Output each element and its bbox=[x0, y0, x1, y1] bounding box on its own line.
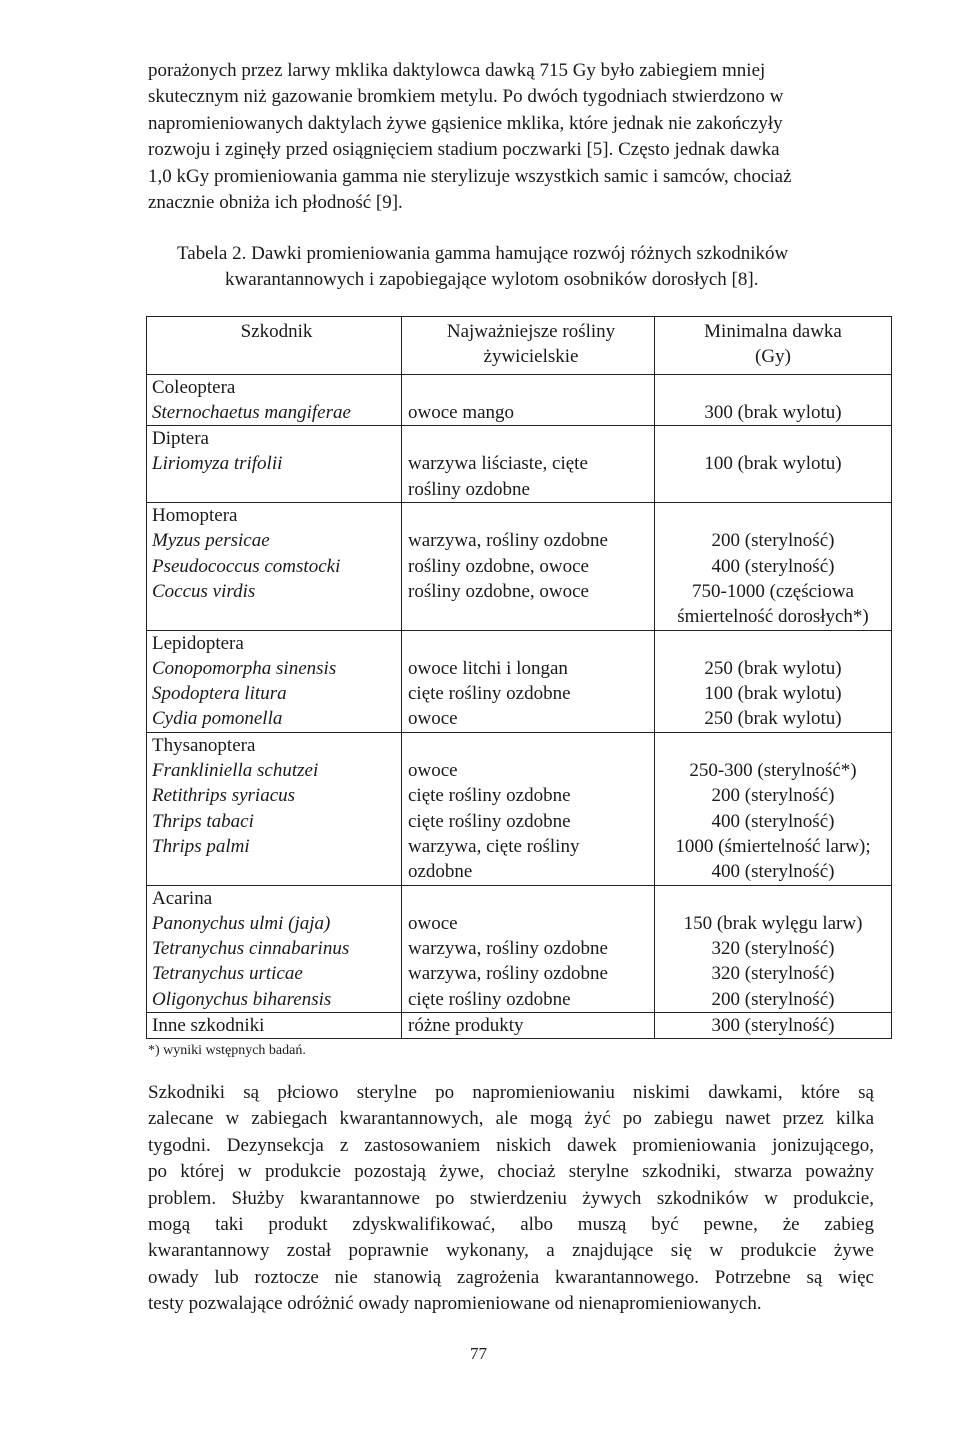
plant-text: warzywa, rośliny ozdobne bbox=[408, 963, 608, 985]
dose-text: 320 (sterylność) bbox=[711, 938, 835, 960]
text-line: owady lub roztocze nie stanowią zagrożenia kwarantannowego. Potrzebne są więc bbox=[148, 1266, 874, 1288]
plant-text: owoce bbox=[408, 760, 458, 782]
dose-text: 200 (sterylność) bbox=[711, 530, 835, 552]
table-footnote: *) wyniki wstępnych badań. bbox=[148, 1043, 306, 1058]
table-row bbox=[147, 426, 892, 503]
dose-cell bbox=[655, 732, 892, 885]
species-name: Tetranychus urticae bbox=[152, 963, 303, 985]
intro-paragraph bbox=[148, 58, 893, 216]
plant-text: rośliny ozdobne bbox=[408, 478, 530, 500]
species-name: Panonychus ulmi (jaja) bbox=[152, 912, 331, 934]
plant-text: cięte rośliny ozdobne bbox=[408, 988, 571, 1010]
pest-cell bbox=[147, 732, 402, 885]
pest-dose-table bbox=[146, 316, 892, 1039]
species-name: Retithrips syriacus bbox=[152, 785, 296, 807]
dose-text: 250-300 (sterylność*) bbox=[689, 760, 857, 782]
species-name: Thrips palmi bbox=[152, 835, 250, 857]
dose-text: 400 (sterylność) bbox=[711, 861, 835, 883]
header-pest: Szkodnik bbox=[147, 317, 402, 375]
page-number: 77 bbox=[470, 1344, 487, 1363]
text-line: zalecane w zabiegach kwarantannowych, ale mogą żyć po zabiegu nawet przez kilka bbox=[148, 1108, 874, 1130]
table-row bbox=[147, 630, 892, 732]
text-line: skutecznym niż gazowanie bromkiem metylu. Po dwóch tygodniach stwierdzono w bbox=[148, 86, 784, 108]
dose-cell bbox=[655, 374, 892, 426]
species-name: Liriomyza trifolii bbox=[152, 453, 283, 475]
order-name: Thysanoptera bbox=[152, 734, 256, 756]
dose-text: 300 (brak wylotu) bbox=[704, 401, 842, 423]
dose-cell bbox=[655, 885, 892, 1012]
caption-line: kwarantannowych i zapobiegające wylotom osobników dorosłych [8]. bbox=[225, 269, 759, 290]
species-name: Thrips tabaci bbox=[152, 810, 254, 832]
dose-text: 750-1000 (częściowa bbox=[692, 580, 854, 602]
dose-cell bbox=[655, 426, 892, 503]
species-name: Spodoptera litura bbox=[152, 683, 287, 705]
text-line: problem. Służby kwarantannowe po stwierdzeniu żywych szkodników w produkcie, bbox=[148, 1187, 874, 1209]
dose-text: 100 (brak wylotu) bbox=[704, 683, 842, 705]
species-name: Conopomorpha sinensis bbox=[152, 657, 337, 679]
dose-cell bbox=[655, 630, 892, 732]
plants-cell bbox=[402, 374, 655, 426]
pest-cell bbox=[147, 374, 402, 426]
text-line: Szkodniki są płciowo sterylne po napromieniowaniu niskimi dawkami, które są bbox=[148, 1082, 874, 1103]
dose-text: 200 (sterylność) bbox=[711, 988, 835, 1010]
species-name: Frankliniella schutzei bbox=[152, 760, 319, 782]
text-line: napromieniowanych daktylach żywe gąsienice mklika, które jednak nie zakończyły bbox=[148, 112, 783, 134]
species-name: Coccus virdis bbox=[152, 580, 256, 602]
dose-text: śmiertelność dorosłych*) bbox=[677, 606, 869, 628]
header-plants: Najważniejsze rośliny żywicielskie bbox=[402, 317, 655, 375]
header-dose: Minimalna dawka (Gy) bbox=[655, 317, 892, 375]
plant-text: warzywa, cięte rośliny bbox=[408, 835, 580, 857]
species-name: Pseudococcus comstocki bbox=[152, 555, 341, 577]
dose-text: 250 (brak wylotu) bbox=[704, 657, 842, 679]
pest-cell bbox=[147, 885, 402, 1012]
dose-text: 400 (sterylność) bbox=[711, 810, 835, 832]
text-line: porażonych przez larwy mklika daktylowca dawką 715 Gy było zabiegiem mniej bbox=[148, 60, 766, 81]
plant-text: owoce litchi i longan bbox=[408, 657, 568, 679]
text-line: rozwoju i zginęły przed osiągnięciem stadium poczwarki [5]. Często jednak dawka bbox=[148, 139, 780, 161]
plant-text: rośliny ozdobne, owoce bbox=[408, 555, 589, 577]
pest-cell bbox=[147, 426, 402, 503]
dose-text: 1000 (śmiertelność larw); bbox=[675, 835, 871, 857]
text-line: tygodni. Dezynsekcja z zastosowaniem niskich dawek promieniowania jonizującego, bbox=[148, 1134, 874, 1156]
table-row bbox=[147, 1013, 892, 1039]
plants-cell bbox=[402, 885, 655, 1012]
dose-text: 100 (brak wylotu) bbox=[704, 453, 842, 475]
plants-cell bbox=[402, 630, 655, 732]
table-row bbox=[147, 732, 892, 885]
order-name: Lepidoptera bbox=[152, 632, 244, 654]
plant-text: cięte rośliny ozdobne bbox=[408, 683, 571, 705]
dose-cell bbox=[655, 503, 892, 630]
plant-text: cięte rośliny ozdobne bbox=[408, 810, 571, 832]
table-row bbox=[147, 885, 892, 1012]
order-name: Acarina bbox=[152, 887, 213, 909]
species-name: Cydia pomonella bbox=[152, 708, 283, 730]
pest-cell bbox=[147, 503, 402, 630]
pest-cell bbox=[147, 1013, 402, 1039]
dose-text: 400 (sterylność) bbox=[711, 555, 835, 577]
plant-text: owoce bbox=[408, 912, 458, 934]
plants-cell bbox=[402, 732, 655, 885]
species-name: Tetranychus cinnabarinus bbox=[152, 938, 350, 960]
order-name: Coleoptera bbox=[152, 376, 236, 398]
table-header-row bbox=[147, 317, 892, 375]
plant-text: warzywa, rośliny ozdobne bbox=[408, 938, 608, 960]
text-line: po której w produkcie pozostają żywe, chociaż sterylne szkodniki, stwarza poważny bbox=[148, 1161, 874, 1183]
text-line: testy pozwalające odróżnić owady napromieniowane od nienapromieniowanych. bbox=[148, 1293, 762, 1315]
plant-text: ozdobne bbox=[408, 861, 473, 883]
text-line: znacznie obniża ich płodność [9]. bbox=[148, 192, 403, 214]
body-paragraph bbox=[148, 1080, 874, 1318]
plant-text: warzywa, rośliny ozdobne bbox=[408, 530, 608, 552]
plant-text: owoce bbox=[408, 708, 458, 730]
dose-text: 150 (brak wylęgu larw) bbox=[683, 912, 863, 934]
dose-cell bbox=[655, 1013, 892, 1039]
order-name: Homoptera bbox=[152, 505, 238, 527]
table-row bbox=[147, 503, 892, 630]
species-name: Sternochaetus mangiferae bbox=[152, 401, 351, 423]
plant-text: rośliny ozdobne, owoce bbox=[408, 580, 589, 602]
text-line: 1,0 kGy promieniowania gamma nie sterylizuje wszystkich samic i samców, chociaż bbox=[148, 165, 792, 187]
dose-text: 320 (sterylność) bbox=[711, 963, 835, 985]
plant-text: warzywa liściaste, cięte bbox=[408, 453, 588, 475]
order-name: Inne szkodniki bbox=[152, 1015, 265, 1037]
plants-cell bbox=[402, 503, 655, 630]
plant-text: cięte rośliny ozdobne bbox=[408, 785, 571, 807]
text-line: kwarantannowy został poprawnie wykonany, a znajdujące się w produkcie żywe bbox=[148, 1240, 874, 1262]
table-row bbox=[147, 374, 892, 426]
order-name: Diptera bbox=[152, 428, 209, 450]
dose-text: 200 (sterylność) bbox=[711, 785, 835, 807]
dose-text: 300 (sterylność) bbox=[711, 1015, 835, 1037]
caption-line: Tabela 2. Dawki promieniowania gamma hamujące rozwój różnych szkodników bbox=[177, 243, 789, 264]
species-name: Myzus persicae bbox=[152, 530, 270, 552]
pest-cell bbox=[147, 630, 402, 732]
table-caption bbox=[177, 241, 897, 293]
plants-cell bbox=[402, 426, 655, 503]
text-line: mogą taki produkt zdyskwalifikować, albo muszą być pewne, że zabieg bbox=[148, 1214, 874, 1236]
plant-text: różne produkty bbox=[408, 1015, 524, 1037]
plant-text: owoce mango bbox=[408, 401, 515, 423]
dose-text: 250 (brak wylotu) bbox=[704, 708, 842, 730]
plants-cell bbox=[402, 1013, 655, 1039]
species-name: Oligonychus biharensis bbox=[152, 988, 332, 1010]
